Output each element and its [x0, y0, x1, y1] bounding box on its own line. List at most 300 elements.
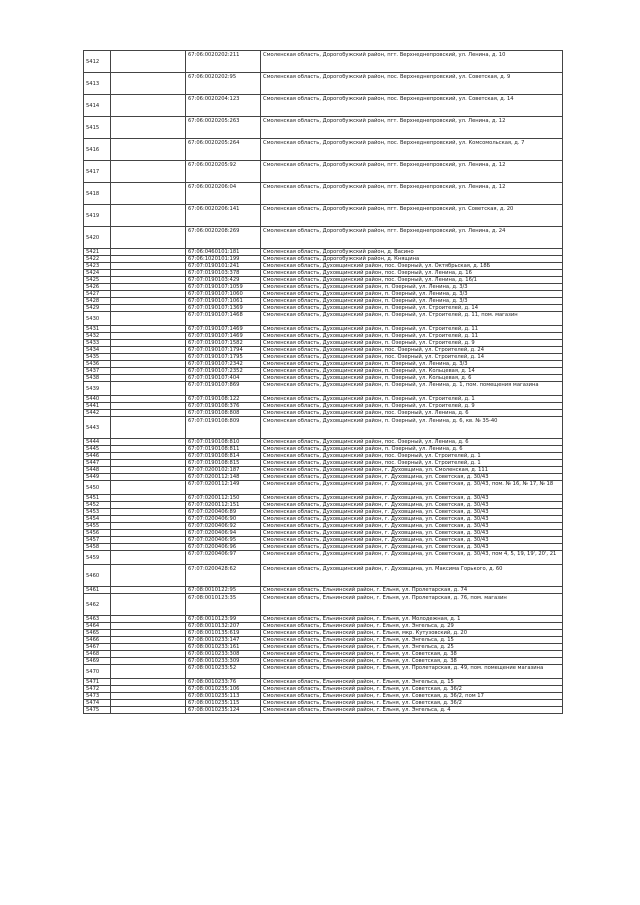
table-row	[84, 256, 563, 263]
row-number: 5441	[84, 403, 111, 410]
empty-cell	[111, 291, 186, 298]
address: Смоленская область, Духовщинский район, г. Духовщина, ул. Советская, д. 30/43	[261, 516, 563, 523]
table-row	[84, 403, 563, 410]
empty-cell	[111, 263, 186, 270]
empty-cell	[111, 205, 186, 227]
cadastral-number: 67:07:0200102:187	[186, 467, 261, 474]
address: Смоленская область, Духовщинский район, п. Озерный, ул. Строителей, д. 9	[261, 340, 563, 347]
empty-cell	[111, 474, 186, 481]
table-row	[84, 679, 563, 686]
row-number: 5469	[84, 658, 111, 665]
table-row	[84, 298, 563, 305]
cadastral-number: 67:07:0200406:95	[186, 537, 261, 544]
address: Смоленская область, Дорогобужский район, д. Княщина	[261, 256, 563, 263]
cadastral-number: 67:07:0190108:122	[186, 396, 261, 403]
empty-cell	[111, 403, 186, 410]
empty-cell	[111, 679, 186, 686]
address: Смоленская область, Дорогобужский район, пгт. Верхнеднепровский, ул. Ленина, д. 12	[261, 117, 563, 139]
empty-cell	[111, 382, 186, 396]
row-number: 5464	[84, 623, 111, 630]
address: Смоленская область, Духовщинский район, пос. Озерный, ул. Ленина, д. 16	[261, 270, 563, 277]
empty-cell	[111, 700, 186, 707]
table-row	[84, 467, 563, 474]
row-number: 5421	[84, 249, 111, 256]
row-number: 5425	[84, 277, 111, 284]
table-row	[84, 284, 563, 291]
address: Смоленская область, Ельнинский район, г. Ельня, ул. Энгельса, д. 15	[261, 637, 563, 644]
table-row	[84, 446, 563, 453]
empty-cell	[111, 51, 186, 73]
table-row	[84, 651, 563, 658]
table-row	[84, 439, 563, 446]
address: Смоленская область, Дорогобужский район, пгт. Верхнеднепровский, ул. Советская, д. 20	[261, 205, 563, 227]
cadastral-number: 67:07:0190108:810	[186, 439, 261, 446]
cadastral-number: 67:07:0190108:814	[186, 453, 261, 460]
table-row	[84, 333, 563, 340]
empty-cell	[111, 368, 186, 375]
row-number: 5444	[84, 439, 111, 446]
row-number: 5448	[84, 467, 111, 474]
cadastral-number: 67:06:0020205:92	[186, 161, 261, 183]
table-row	[84, 361, 563, 368]
row-number: 5431	[84, 326, 111, 333]
table-row	[84, 658, 563, 665]
row-number: 5454	[84, 516, 111, 523]
row-number: 5475	[84, 707, 111, 714]
row-number: 5458	[84, 544, 111, 551]
cadastral-number: 67:07:0200406:89	[186, 509, 261, 516]
cadastral-number: 67:07:0190107:2352	[186, 368, 261, 375]
address: Смоленская область, Духовщинский район, пос. Озерный, ул. Ленина, д. 6	[261, 410, 563, 417]
table-row	[84, 291, 563, 298]
address: Смоленская область, Духовщинский район, г. Духовщина, ул. Советская, д. 30/43, пом 4, 5, 19, 19', 20', 21	[261, 551, 563, 565]
empty-cell	[111, 707, 186, 714]
cadastral-number: 67:06:0020205:264	[186, 139, 261, 161]
cadastral-number: 67:07:0190107:2342	[186, 361, 261, 368]
table-row	[84, 227, 563, 249]
address: Смоленская область, Духовщинский район, п. Озерный, ул. Ленина, д. 3/3	[261, 298, 563, 305]
address: Смоленская область, Ельнинский район, г. Ельня, ул. Энгельса, д. 25	[261, 644, 563, 651]
address: Смоленская область, Духовщинский район, п. Озерный, ул. Ленина, д. 3/3	[261, 291, 563, 298]
table-row	[84, 73, 563, 95]
empty-cell	[111, 161, 186, 183]
empty-cell	[111, 340, 186, 347]
empty-cell	[111, 509, 186, 516]
empty-cell	[111, 537, 186, 544]
row-number: 5442	[84, 410, 111, 417]
table-row	[84, 368, 563, 375]
empty-cell	[111, 686, 186, 693]
row-number: 5465	[84, 630, 111, 637]
cadastral-number: 67:06:0020208:269	[186, 227, 261, 249]
address: Смоленская область, Духовщинский район, п. Озерный, ул. Строителей, д. 14	[261, 305, 563, 312]
table-row	[84, 587, 563, 594]
row-number: 5459	[84, 551, 111, 565]
address: Смоленская область, Ельнинский район, г. Ельня, ул. Советская, д. 36/2, пом 17	[261, 693, 563, 700]
cadastral-number: 67:06:0020205:263	[186, 117, 261, 139]
row-number: 5432	[84, 333, 111, 340]
address: Смоленская область, Ельнинский район, г. Ельня, ул. Советская, д. 36/2	[261, 686, 563, 693]
row-number: 5416	[84, 139, 111, 161]
cadastral-number: 67:07:0190107:1060	[186, 291, 261, 298]
table-row	[84, 347, 563, 354]
row-number: 5423	[84, 263, 111, 270]
row-number: 5453	[84, 509, 111, 516]
address: Смоленская область, Духовщинский район, пос. Озерный, ул. Октябрьская, д. 18Б	[261, 263, 563, 270]
table-row	[84, 270, 563, 277]
row-number: 5474	[84, 700, 111, 707]
empty-cell	[111, 565, 186, 587]
table-row	[84, 312, 563, 326]
empty-cell	[111, 227, 186, 249]
row-number: 5471	[84, 679, 111, 686]
table-row	[84, 594, 563, 616]
table-row	[84, 161, 563, 183]
address: Смоленская область, Духовщинский район, п. Озерный, ул. Ленина, д. 1, пом. помещения магазина	[261, 382, 563, 396]
empty-cell	[111, 333, 186, 340]
empty-cell	[111, 587, 186, 594]
cadastral-number: 67:08:0010135:619	[186, 630, 261, 637]
table-row	[84, 354, 563, 361]
empty-cell	[111, 516, 186, 523]
table-row	[84, 340, 563, 347]
table-row	[84, 51, 563, 73]
row-number: 5449	[84, 474, 111, 481]
empty-cell	[111, 183, 186, 205]
address: Смоленская область, Ельнинский район, г. Ельня, ул. Советская, д. 38	[261, 651, 563, 658]
empty-cell	[111, 277, 186, 284]
cadastral-number: 67:07:0200428:62	[186, 565, 261, 587]
cadastral-number: 67:07:0190107:1369	[186, 305, 261, 312]
address: Смоленская область, Ельнинский район, г. Ельня, ул. Советская, д. 36/2	[261, 700, 563, 707]
cadastral-number: 67:07:0200112:149	[186, 481, 261, 495]
empty-cell	[111, 495, 186, 502]
empty-cell	[111, 73, 186, 95]
row-number: 5457	[84, 537, 111, 544]
table-row	[84, 707, 563, 714]
address: Смоленская область, Духовщинский район, г. Духовщина, ул. Советская, д. 30/43	[261, 502, 563, 509]
cadastral-number: 67:07:0190107:869	[186, 382, 261, 396]
address: Смоленская область, Духовщинский район, пос. Озерный, ул. Ленина, д. 6	[261, 439, 563, 446]
empty-cell	[111, 502, 186, 509]
row-number: 5418	[84, 183, 111, 205]
row-number: 5456	[84, 530, 111, 537]
address: Смоленская область, Духовщинский район, г. Духовщина, ул. Советская, д. 30/43	[261, 509, 563, 516]
address: Смоленская область, Дорогобужский район, пос. Верхнеднепровский, ул. Комсомольская, д. 7	[261, 139, 563, 161]
empty-cell	[111, 396, 186, 403]
cadastral-number: 67:07:0190107:1795	[186, 354, 261, 361]
table-row	[84, 277, 563, 284]
cadastral-number: 67:07:0190107:1469	[186, 333, 261, 340]
cadastral-number: 67:06:0020204:123	[186, 95, 261, 117]
row-number: 5439	[84, 382, 111, 396]
address: Смоленская область, Ельнинский район, г. Ельня, ул. Советская, д. 38	[261, 658, 563, 665]
empty-cell	[111, 361, 186, 368]
address: Смоленская область, Духовщинский район, п. Озерный, ул. Ленина, д. 3/3	[261, 361, 563, 368]
empty-cell	[111, 544, 186, 551]
table-row	[84, 117, 563, 139]
cadastral-number: 67:06:0020202:211	[186, 51, 261, 73]
row-number: 5430	[84, 312, 111, 326]
empty-cell	[111, 630, 186, 637]
empty-cell	[111, 354, 186, 361]
address: Смоленская область, Духовщинский район, г. Духовщина, ул. Максима Горького, д. 60	[261, 565, 563, 587]
row-number: 5419	[84, 205, 111, 227]
table-body	[84, 51, 563, 714]
empty-cell	[111, 312, 186, 326]
address: Смоленская область, Дорогобужский район, пос. Верхнеднепровский, ул. Советская, д. 14	[261, 95, 563, 117]
row-number: 5433	[84, 340, 111, 347]
table-row	[84, 382, 563, 396]
empty-cell	[111, 467, 186, 474]
table-row	[84, 565, 563, 587]
table-row	[84, 183, 563, 205]
address: Смоленская область, Ельнинский район, г. Ельня, мкр. Кутузовский, д. 20	[261, 630, 563, 637]
table-row	[84, 509, 563, 516]
empty-cell	[111, 375, 186, 382]
empty-cell	[111, 410, 186, 417]
address: Смоленская область, Духовщинский район, пос. Озерный, ул. Строителей, д. 24	[261, 347, 563, 354]
table-row	[84, 616, 563, 623]
address: Смоленская область, Духовщинский район, г. Духовщина, ул. Советская, д. 30/43	[261, 544, 563, 551]
address: Смоленская область, Духовщинский район, п. Озерный, ул. Строителей, д. 11, пом. магазин	[261, 312, 563, 326]
cadastral-number: 67:06:0020206:04	[186, 183, 261, 205]
table-row	[84, 375, 563, 382]
address: Смоленская область, Дорогобужский район, пгт. Верхнеднепровский, ул. Ленина, д. 24	[261, 227, 563, 249]
address: Смоленская область, Духовщинский район, г. Духовщина, ул. Советская, д. 30/43	[261, 537, 563, 544]
row-number: 5446	[84, 453, 111, 460]
row-number: 5429	[84, 305, 111, 312]
row-number: 5415	[84, 117, 111, 139]
table-row	[84, 700, 563, 707]
cadastral-number: 67:07:0190108:376	[186, 403, 261, 410]
row-number: 5461	[84, 587, 111, 594]
table-row	[84, 623, 563, 630]
row-number: 5427	[84, 291, 111, 298]
empty-cell	[111, 439, 186, 446]
row-number: 5417	[84, 161, 111, 183]
cadastral-number: 67:07:0190108:809	[186, 417, 261, 439]
table-row	[84, 502, 563, 509]
row-number: 5424	[84, 270, 111, 277]
table-row	[84, 644, 563, 651]
table-row	[84, 263, 563, 270]
cadastral-number: 67:07:0190107:1468	[186, 312, 261, 326]
row-number: 5413	[84, 73, 111, 95]
address: Смоленская область, Духовщинский район, п. Озерный, ул. Строителей, д. 11	[261, 333, 563, 340]
cadastral-number: 67:08:0010233:76	[186, 679, 261, 686]
cadastral-number: 67:07:0190103:378	[186, 270, 261, 277]
row-number: 5426	[84, 284, 111, 291]
address: Смоленская область, Ельнинский район, г. Ельня, ул. Молодежная, д. 1	[261, 616, 563, 623]
cadastral-number: 67:07:0190103:429	[186, 277, 261, 284]
row-number: 5470	[84, 665, 111, 679]
row-number: 5460	[84, 565, 111, 587]
table-row	[84, 637, 563, 644]
cadastral-number: 67:07:0200406:90	[186, 516, 261, 523]
row-number: 5452	[84, 502, 111, 509]
table-row	[84, 495, 563, 502]
row-number: 5434	[84, 347, 111, 354]
empty-cell	[111, 594, 186, 616]
empty-cell	[111, 693, 186, 700]
table-row	[84, 417, 563, 439]
address: Смоленская область, Ельнинский район, г. Ельня, ул. Пролетарская, д. 49, пом. помещение магазина	[261, 665, 563, 679]
table-row	[84, 693, 563, 700]
empty-cell	[111, 523, 186, 530]
address: Смоленская область, Духовщинский район, п. Озерный, ул. Строителей, д. 9	[261, 403, 563, 410]
address: Смоленская область, Дорогобужский район, пгт. Верхнеднепровский, ул. Ленина, д. 12	[261, 183, 563, 205]
row-number: 5472	[84, 686, 111, 693]
empty-cell	[111, 551, 186, 565]
cadastral-number: 67:07:0190101:241	[186, 263, 261, 270]
cadastral-number: 67:08:0010235:106	[186, 686, 261, 693]
row-number: 5440	[84, 396, 111, 403]
row-number: 5437	[84, 368, 111, 375]
row-number: 5420	[84, 227, 111, 249]
row-number: 5462	[84, 594, 111, 616]
empty-cell	[111, 326, 186, 333]
empty-cell	[111, 117, 186, 139]
cadastral-number: 67:07:0200112:150	[186, 495, 261, 502]
row-number: 5435	[84, 354, 111, 361]
cadastral-number: 67:07:0200406:97	[186, 551, 261, 565]
cadastral-number: 67:08:0010233:147	[186, 637, 261, 644]
cadastral-number: 67:07:0190108:815	[186, 460, 261, 467]
cadastral-number: 67:07:0190108:808	[186, 410, 261, 417]
cadastral-number: 67:07:0200112:148	[186, 474, 261, 481]
cadastral-number: 67:07:0190107:1794	[186, 347, 261, 354]
address: Смоленская область, Духовщинский район, п. Озерный, ул. Ленина, д. 3/3	[261, 284, 563, 291]
address: Смоленская область, Ельнинский район, г. Ельня, ул. Энгельса, д. 4	[261, 707, 563, 714]
empty-cell	[111, 139, 186, 161]
row-number: 5414	[84, 95, 111, 117]
empty-cell	[111, 644, 186, 651]
cadastral-number: 67:07:0190107:1059	[186, 284, 261, 291]
address: Смоленская область, Духовщинский район, п. Озерный, ул. Строителей, д. 11	[261, 326, 563, 333]
cadastral-number: 67:07:0190108:811	[186, 446, 261, 453]
cadastral-number: 67:07:0200406:94	[186, 530, 261, 537]
empty-cell	[111, 658, 186, 665]
cadastral-number: 67:08:0010233:309	[186, 658, 261, 665]
empty-cell	[111, 95, 186, 117]
empty-cell	[111, 616, 186, 623]
address: Смоленская область, Ельнинский район, г. Ельня, ул. Энгельса, д. 15	[261, 679, 563, 686]
cadastral-number: 67:06:0020202:95	[186, 73, 261, 95]
address: Смоленская область, Дорогобужский район, д. Васино	[261, 249, 563, 256]
table-row	[84, 305, 563, 312]
table-row	[84, 326, 563, 333]
table-row	[84, 453, 563, 460]
table-row	[84, 630, 563, 637]
cadastral-number: 67:07:0190107:1582	[186, 340, 261, 347]
address: Смоленская область, Духовщинский район, пос. Озерный, ул. Строителей, д. 1	[261, 453, 563, 460]
address: Смоленская область, Духовщинский район, г. Духовщина, ул. Советская, д. 30/43	[261, 523, 563, 530]
row-number: 5443	[84, 417, 111, 439]
cadastral-number: 67:06:0460101:181	[186, 249, 261, 256]
empty-cell	[111, 446, 186, 453]
empty-cell	[111, 530, 186, 537]
property-register-table	[83, 50, 563, 714]
address: Смоленская область, Ельнинский район, г. Ельня, ул. Пролетарская, д. 74	[261, 587, 563, 594]
cadastral-number: 67:06:0020206:141	[186, 205, 261, 227]
address: Смоленская область, Ельнинский район, г. Ельня, ул. Энгельса, д. 29	[261, 623, 563, 630]
row-number: 5463	[84, 616, 111, 623]
table-row	[84, 410, 563, 417]
row-number: 5473	[84, 693, 111, 700]
table-row	[84, 481, 563, 495]
row-number: 5412	[84, 51, 111, 73]
empty-cell	[111, 284, 186, 291]
address: Смоленская область, Духовщинский район, г. Духовщина, ул. Советская, д. 30/43, пом. № 16, № 17, № 18	[261, 481, 563, 495]
empty-cell	[111, 270, 186, 277]
empty-cell	[111, 637, 186, 644]
cadastral-number: 67:07:0190107:404	[186, 375, 261, 382]
address: Смоленская область, Духовщинский район, п. Озерный, ул. Кольцевая, д. 14	[261, 368, 563, 375]
address: Смоленская область, Дорогобужский район, пгт. Верхнеднепровский, ул. Ленина, д. 10	[261, 51, 563, 73]
address: Смоленская область, Духовщинский район, п. Озерный, ул. Строителей, д. 1	[261, 396, 563, 403]
table-row	[84, 516, 563, 523]
cadastral-number: 67:08:0010235:124	[186, 707, 261, 714]
empty-cell	[111, 298, 186, 305]
cadastral-number: 67:06:1020101:199	[186, 256, 261, 263]
row-number: 5451	[84, 495, 111, 502]
table-row	[84, 523, 563, 530]
row-number: 5468	[84, 651, 111, 658]
table-row	[84, 530, 563, 537]
cadastral-number: 67:07:0200406:96	[186, 544, 261, 551]
row-number: 5438	[84, 375, 111, 382]
table-row	[84, 460, 563, 467]
empty-cell	[111, 623, 186, 630]
empty-cell	[111, 256, 186, 263]
row-number: 5422	[84, 256, 111, 263]
table-row	[84, 551, 563, 565]
cadastral-number: 67:08:0010235:113	[186, 693, 261, 700]
row-number: 5455	[84, 523, 111, 530]
address: Смоленская область, Духовщинский район, г. Духовщина, ул. Советская, д. 30/43	[261, 530, 563, 537]
table-row	[84, 537, 563, 544]
empty-cell	[111, 347, 186, 354]
cadastral-number: 67:08:0010123:35	[186, 594, 261, 616]
table-row	[84, 95, 563, 117]
row-number: 5467	[84, 644, 111, 651]
address: Смоленская область, Ельнинский район, г. Ельня, ул. Пролетарская, д. 76, пом. магазин	[261, 594, 563, 616]
cadastral-number: 67:07:0190107:1469	[186, 326, 261, 333]
address: Смоленская область, Духовщинский район, п. Озерный, ул. Ленина, д. 6	[261, 446, 563, 453]
row-number: 5450	[84, 481, 111, 495]
row-number: 5445	[84, 446, 111, 453]
empty-cell	[111, 305, 186, 312]
table-row	[84, 686, 563, 693]
address: Смоленская область, Духовщинский район, п. Озерный, ул. Ленина, д. 6, кв. № 35-40	[261, 417, 563, 439]
cadastral-number: 67:07:0190107:1061	[186, 298, 261, 305]
address: Смоленская область, Духовщинский район, пос. Озерный, ул. Ленина, д. 16/1	[261, 277, 563, 284]
row-number: 5447	[84, 460, 111, 467]
row-number: 5428	[84, 298, 111, 305]
table-row	[84, 205, 563, 227]
empty-cell	[111, 665, 186, 679]
cadastral-number: 67:08:0010122:95	[186, 587, 261, 594]
cadastral-number: 67:08:0010233:308	[186, 651, 261, 658]
address: Смоленская область, Дорогобужский район, пос. Верхнеднепровский, ул. Советская, д. 9	[261, 73, 563, 95]
empty-cell	[111, 417, 186, 439]
address: Смоленская область, Духовщинский район, пос. Озерный, ул. Строителей, д. 1	[261, 460, 563, 467]
table-row	[84, 544, 563, 551]
empty-cell	[111, 453, 186, 460]
address: Смоленская область, Дорогобужский район, пгт. Верхнеднепровский, ул. Ленина, д. 12	[261, 161, 563, 183]
table-row	[84, 474, 563, 481]
